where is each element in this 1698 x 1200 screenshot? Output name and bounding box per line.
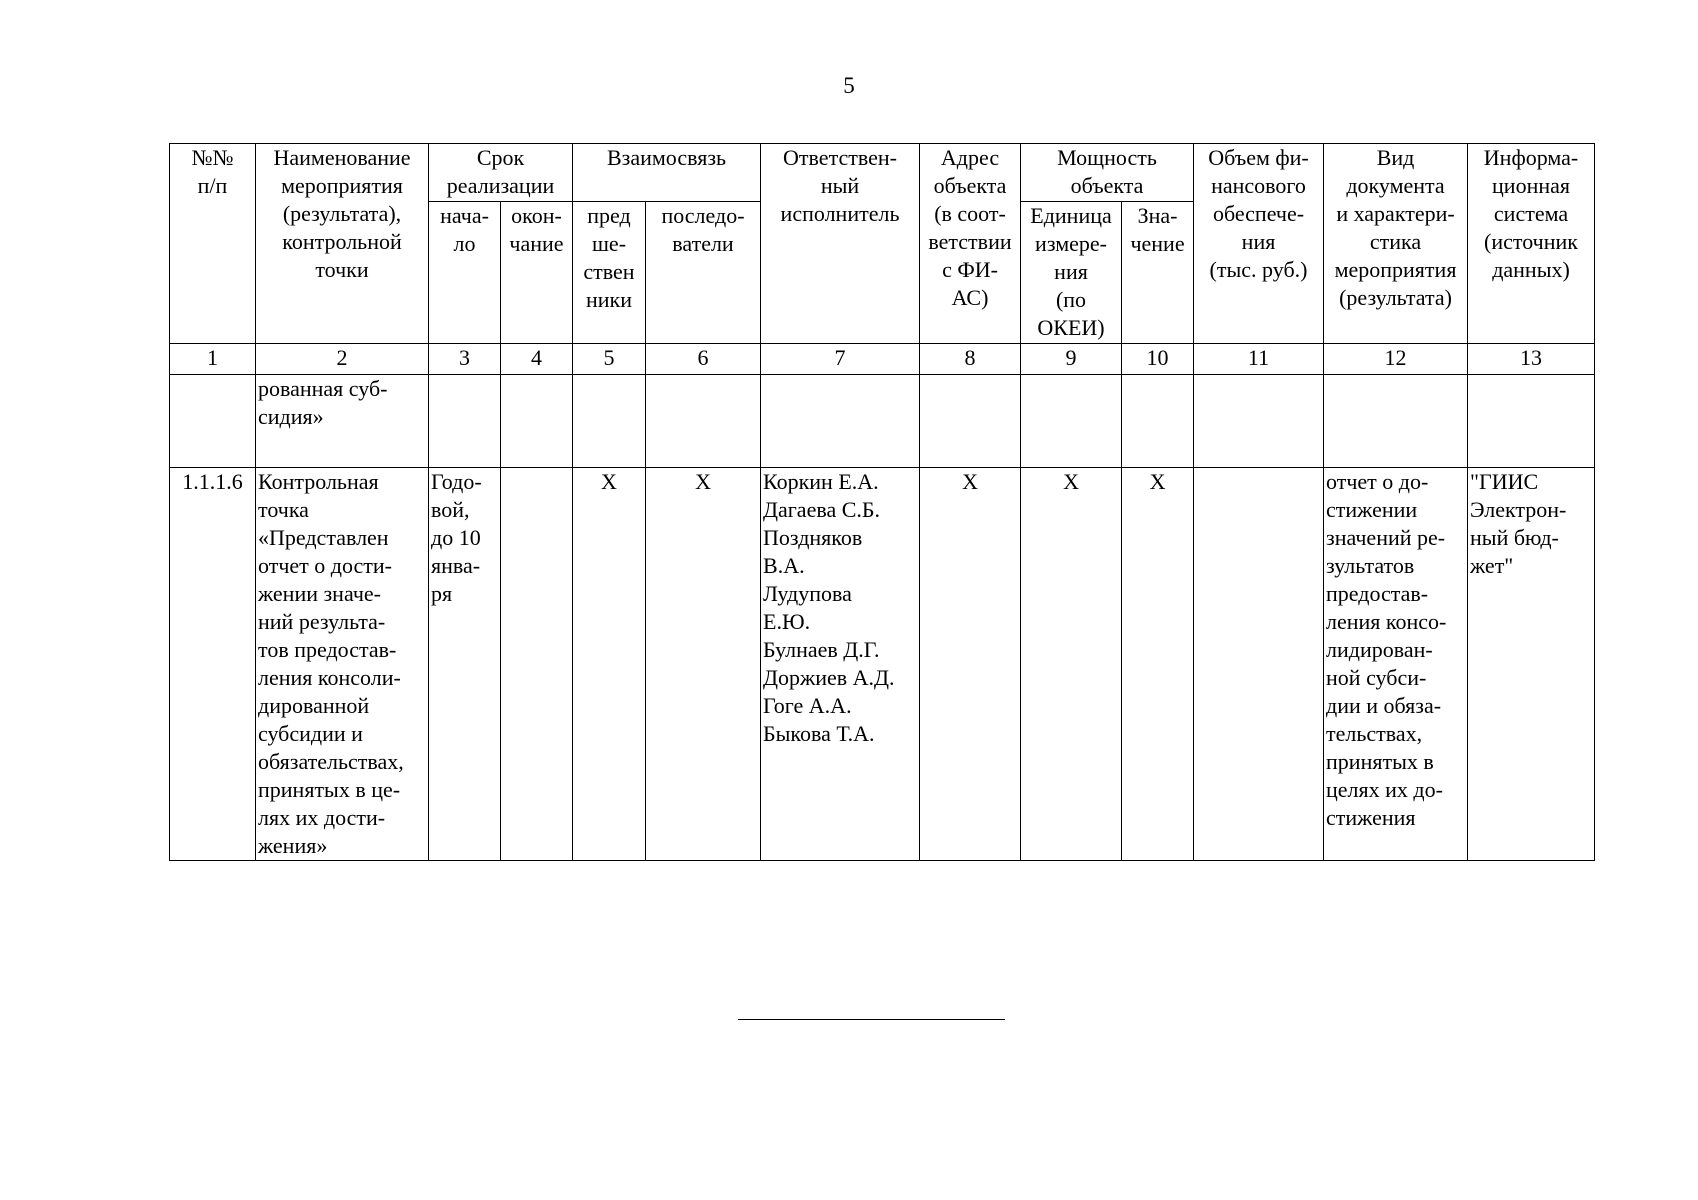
cell-info-system: "ГИИС Электрон- ный бюд- жет" (1468, 468, 1595, 861)
column-number: 13 (1468, 344, 1595, 375)
cell-value (1122, 375, 1194, 468)
column-number: 7 (761, 344, 920, 375)
cell-finance (1194, 468, 1324, 861)
cell-num: 1.1.1.6 (170, 468, 256, 861)
cell-name: рованная суб- сидия» (256, 375, 429, 468)
cell-end (501, 375, 573, 468)
column-number: 8 (920, 344, 1021, 375)
column-number: 6 (646, 344, 761, 375)
cell-doc-type: отчет о до- стижении значений ре- зультатов предостав- ления консо- лидирован- ной субси- дии и обяза- тельствах, принятых в целях их до- стижения (1324, 468, 1468, 861)
cell-start: Годо- вой, до 10 янва- ря (429, 468, 501, 861)
cell-doc-type (1324, 375, 1468, 468)
cell-next: X (646, 468, 761, 861)
cell-prev (573, 375, 646, 468)
cell-address: X (920, 468, 1021, 861)
header-info-system: Информа- ционная система (источник данных) (1468, 144, 1595, 344)
cell-next (646, 375, 761, 468)
header-num: №№ п/п (170, 144, 256, 344)
table-row-1-1-1-6 (170, 468, 1595, 861)
cell-end (501, 468, 573, 861)
bottom-separator-line (738, 1019, 1005, 1020)
column-number: 5 (573, 344, 646, 375)
cell-finance (1194, 375, 1324, 468)
column-number-row (170, 344, 1595, 375)
table-row-continuation (170, 375, 1595, 468)
column-number: 3 (429, 344, 501, 375)
cell-prev: X (573, 468, 646, 861)
column-number: 10 (1122, 344, 1194, 375)
header-srok-start: нача- ло (429, 202, 501, 344)
header-capacity: Мощность объекта (1021, 144, 1194, 202)
activities-table (169, 143, 1595, 861)
header-row-1 (170, 144, 1595, 202)
cell-responsible: Коркин Е.А. Дагаева С.Б. Поздняков В.А. Лудупова Е.Ю. Булнаев Д.Г. Доржиев А.Д. Гоге А.А. Быкова Т.А. (761, 468, 920, 861)
cell-info-system (1468, 375, 1595, 468)
header-address: Адрес объекта (в соот- ветствии с ФИ- АС) (920, 144, 1021, 344)
cell-unit: X (1021, 468, 1122, 861)
column-number: 12 (1324, 344, 1468, 375)
header-responsible: Ответствен- ный исполнитель (761, 144, 920, 344)
cell-num (170, 375, 256, 468)
cell-address (920, 375, 1021, 468)
column-number: 11 (1194, 344, 1324, 375)
cell-unit (1021, 375, 1122, 468)
column-number: 9 (1021, 344, 1122, 375)
header-doc-type: Вид документа и характери- стика мероприятия (результата) (1324, 144, 1468, 344)
column-number: 4 (501, 344, 573, 375)
cell-name: Контрольная точка «Представлен отчет о дости- жении значе- ний результа- тов предостав- ления консоли- дированной субсидии и обязательствах, принятых в це- лях их дости- жения» (256, 468, 429, 861)
cell-value: X (1122, 468, 1194, 861)
column-number: 2 (256, 344, 429, 375)
cell-responsible (761, 375, 920, 468)
cell-start (429, 375, 501, 468)
header-capacity-unit: Единица измере- ния (по ОКЕИ) (1021, 202, 1122, 344)
header-link-next: последо- ватели (646, 202, 761, 344)
header-finance: Объем фи- нансового обеспече- ния (тыс. руб.) (1194, 144, 1324, 344)
header-srok-end: окон- чание (501, 202, 573, 344)
header-capacity-value: Зна- чение (1122, 202, 1194, 344)
header-link: Взаимосвязь (573, 144, 761, 202)
header-srok: Срок реализации (429, 144, 573, 202)
header-link-prev: пред ше- ствен ники (573, 202, 646, 344)
page-number: 5 (843, 73, 855, 98)
column-number: 1 (170, 344, 256, 375)
header-name: Наименование мероприятия (результата), контрольной точки (256, 144, 429, 344)
